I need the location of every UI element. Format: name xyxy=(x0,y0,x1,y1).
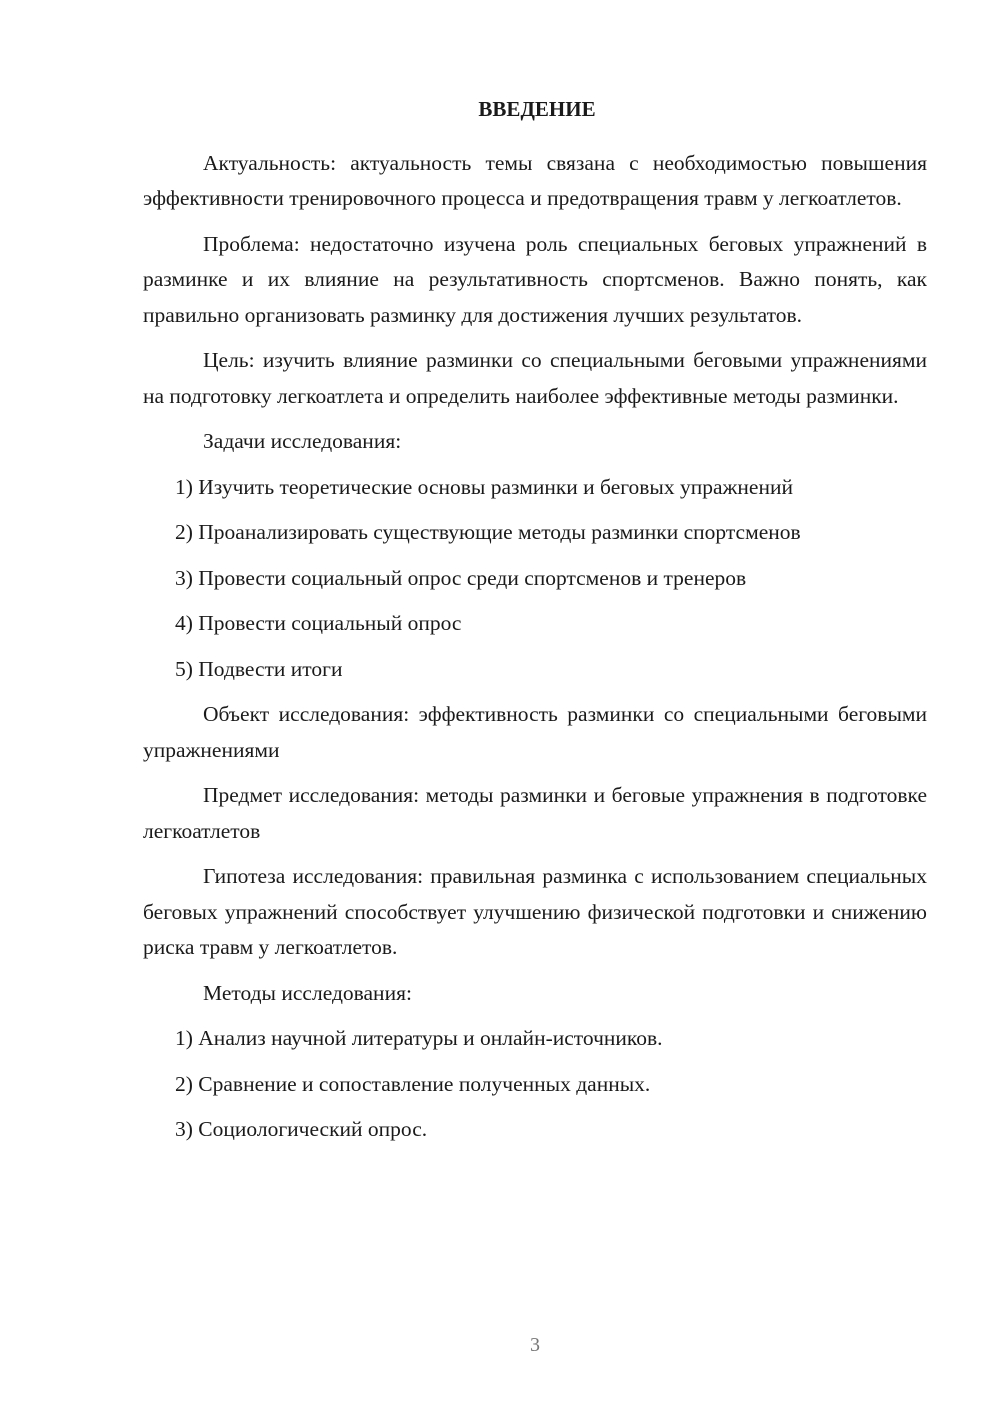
methods-list xyxy=(143,1021,927,1148)
paragraph-subject: Предмет исследования: методы разминки и беговые упражнения в подготовке легкоатлетов xyxy=(143,783,927,843)
methods-heading: Методы исследования: xyxy=(203,980,412,1005)
tasks-heading: Задачи исследования: xyxy=(203,429,402,453)
list-item-task-5: 5) Подвести итоги xyxy=(175,656,343,681)
list-item-method-1: 1) Анализ научной литературы и онлайн-источников. xyxy=(175,1026,663,1050)
list-item-task-4: 4) Провести социальный опрос xyxy=(175,611,462,635)
page-number: 3 xyxy=(530,1334,540,1356)
paragraph-goal: Цель: изучить влияние разминки со специальными беговыми упражнениями на подготовку легкоатлета и определить наиболее эффективные методы разминки. xyxy=(143,348,927,408)
list-item-method-2: 2) Сравнение и сопоставление полученных данных. xyxy=(175,1071,651,1096)
paragraph-object: Объект исследования: эффективность разминки со специальными беговыми упражнениями xyxy=(143,702,927,762)
paragraph-hypothesis: Гипотеза исследования: правильная разминка с использованием специальных беговых упражнений способствует улучшению физической подготовки и снижению риска травм у легкоатлетов. xyxy=(143,864,927,959)
list-item-task-3: 3) Провести социальный опрос среди спортсменов и тренеров xyxy=(175,565,747,590)
page-title: ВВЕДЕНИЕ xyxy=(478,97,596,121)
list-item-task-1: 1) Изучить теоретические основы разминки и беговых упражнений xyxy=(175,474,793,499)
document-page xyxy=(143,92,927,1158)
paragraph-problem: Проблема: недостаточно изучена роль специальных беговых упражнений в разминке и их влияние на результативность спортсменов. Важно понять, как правильно организовать разминку для достижения лучших результатов. xyxy=(143,231,927,327)
tasks-list xyxy=(143,470,927,688)
list-item-method-3: 3) Социологический опрос. xyxy=(175,1117,428,1141)
list-item-task-2: 2) Проанализировать существующие методы разминки спортсменов xyxy=(175,520,801,544)
paragraph-relevance: Актуальность: актуальность темы связана с необходимостью повышения эффективности тренировочного процесса и предотвращения травм у легкоатлетов. xyxy=(143,150,927,210)
